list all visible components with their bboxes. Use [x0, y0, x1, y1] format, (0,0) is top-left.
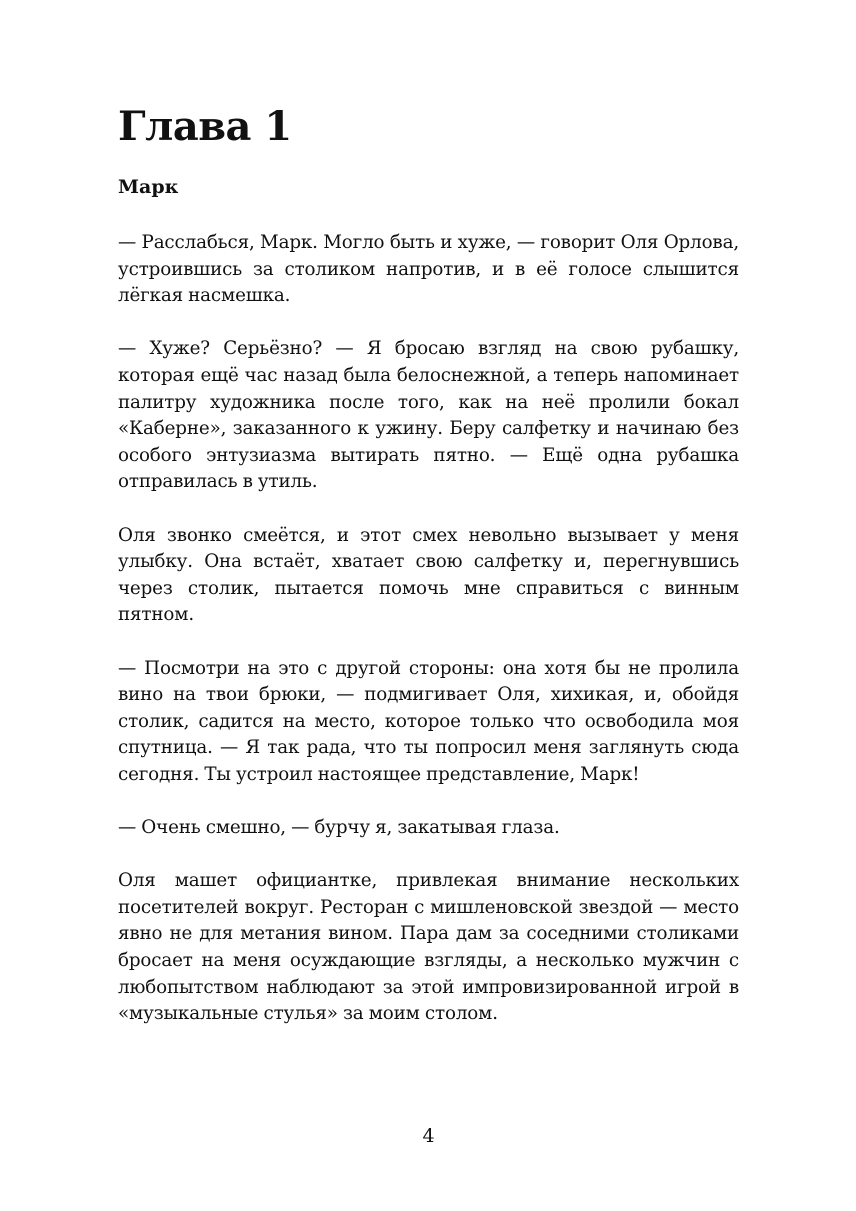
chapter-subtitle: Марк [118, 176, 179, 198]
paragraph: — Хуже? Серьёзно? — Я бросаю взгляд на свою рубашку, которая ещё час назад была белоснежной, а теперь напоминает палитру художника после того, как на неё пролили бокал «Каберне», заказанного к ужину. Беру салфетку и начинаю без особого энтузиазма вытирать пятно. — Ещё одна рубашка отправилась в утиль. [118, 338, 739, 493]
paragraph: — Посмотри на это с другой стороны: она хотя бы не пролила вино на твои брюки, — подмигивает Оля, хихикая, и, обойдя столик, садится на место, которое только что освободила моя спутница. — Я так рада, что ты попросил меня заглянуть сюда сегодня. Ты устроил настоящее представление, Марк! [118, 657, 739, 785]
paragraph: Оля машет официантке, привлекая внимание нескольких посетителей вокруг. Ресторан с мишленовской звездой — место явно не для метания вином. Пара дам за соседними столиками бросает на меня осуждающие взгляды, а несколько мужчин с любопытством наблюдают за этой импровизированной игрой в «музыкальные стулья» за моим столом. [118, 870, 739, 1025]
page-number: 4 [422, 1125, 435, 1147]
paragraph: Оля звонко смеётся, и этот смех невольно вызывает у меня улыбку. Она встаёт, хватает свою салфетку и, перегнувшись через столик, пытается помочь мне справиться с винным пятном. [118, 524, 739, 626]
paragraph: — Очень смешно, — бурчу я, закатывая глаза. [118, 817, 560, 839]
chapter-title: Глава 1 [118, 103, 292, 150]
chapter-body [118, 230, 739, 1054]
book-page [118, 0, 739, 1211]
paragraph: — Расслабься, Марк. Могло быть и хуже, — говорит Оля Орлова, устроившись за столиком напротив, и в её голосе слышится лёгкая насмешка. [118, 232, 739, 307]
